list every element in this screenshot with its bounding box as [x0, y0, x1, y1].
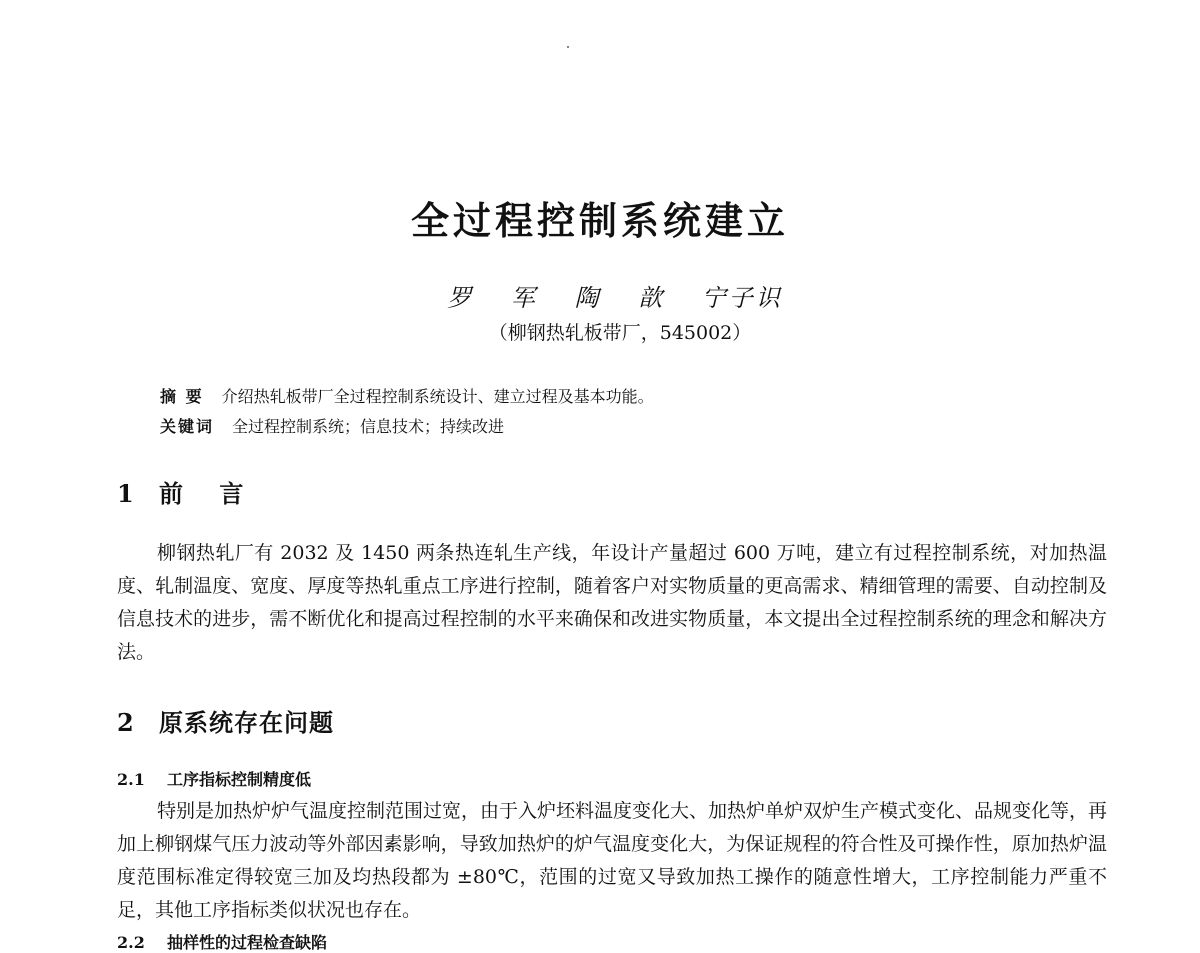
keywords-text: 全过程控制系统；信息技术；持续改进 — [232, 417, 505, 436]
keywords — [160, 414, 504, 437]
paragraph-introduction: 柳钢热轧厂有 2032 及 1450 两条热连轧生产线，年设计产量超过 600 万吨，建立有过程控制系统，对加热温度、轧制温度、宽度、厚度等热轧重点工序进行控制，随着客户对实物质量的更高需求、精细管理的需要、自动控制及信息技术的进步，需不断优化和提高过程控制的水平来确保和改进实物质量，本文提出全过程控制系统的理念和解决方法。 — [117, 542, 1107, 663]
section-heading-1 — [117, 474, 257, 509]
subsection-title: 工序指标控制精度低 — [167, 770, 312, 789]
section-number: 1 — [117, 479, 148, 508]
affiliation: （柳钢热轧板带厂，545002） — [488, 322, 752, 344]
abstract-text: 介绍热轧板带厂全过程控制系统设计、建立过程及基本功能。 — [221, 387, 654, 406]
authors: 罗 军 陶 歆 宁子识 — [447, 284, 783, 312]
keywords-label: 关键词 — [160, 417, 215, 436]
subsection-heading-2-1 — [117, 767, 311, 790]
subsection-number: 2.1 — [117, 770, 145, 789]
paragraph-2-1: 特别是加热炉炉气温度控制范围过宽，由于入炉坯料温度变化大、加热炉单炉双炉生产模式变化、品规变化等，再加上柳钢煤气压力波动等外部因素影响，导致加热炉的炉气温度变化大，为保证规程的符合性及可操作性，原加热炉温度范围标准定得较宽三加及均热段都为 ±80℃，范围的过宽又导致加热工操作的随意性增大，工序控制能力严重不足，其他工序指标类似状况也存在。 — [117, 800, 1108, 921]
abstract-label: 摘 要 — [160, 387, 204, 406]
section-title: 原系统存在问题 — [159, 709, 334, 737]
section-title: 前 言 — [159, 480, 258, 508]
abstract — [160, 384, 654, 407]
subsection-number: 2.2 — [117, 933, 145, 952]
subsection-title: 抽样性的过程检查缺陷 — [167, 933, 328, 952]
paper-title: 全过程控制系统建立 — [410, 199, 789, 243]
section-heading-2 — [117, 703, 334, 738]
section-number: 2 — [117, 708, 135, 737]
scan-speck — [567, 46, 569, 48]
subsection-heading-2-2 — [117, 930, 327, 953]
